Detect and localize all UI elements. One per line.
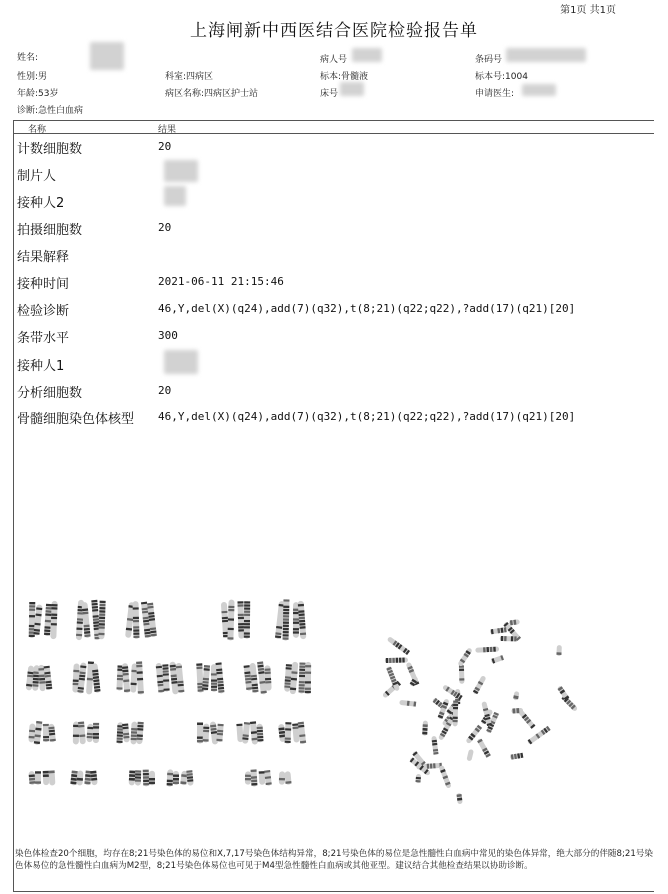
department: 科室:四病区 (165, 72, 214, 82)
chromosome (284, 771, 291, 785)
redacted-inoculator-2 (164, 186, 186, 206)
metaphase-spread-image (365, 595, 580, 810)
bed-number-label: 床号 (320, 89, 339, 99)
chromosome (500, 636, 517, 641)
redacted-doctor-name (522, 84, 556, 96)
chromosome (510, 753, 524, 760)
result-label: 检验诊断 (17, 304, 70, 319)
column-header-name: 名称 (28, 125, 47, 135)
chromosome (490, 627, 507, 634)
chromosome (86, 724, 93, 743)
result-value: 20 (158, 384, 172, 397)
chromosome (457, 647, 472, 667)
specimen-number: 标本号:1004 (475, 72, 528, 82)
chromosome (264, 770, 272, 786)
result-label: 制片人 (17, 169, 57, 184)
chromosome (135, 770, 141, 785)
result-label: 接种时间 (17, 277, 70, 292)
chromosome (415, 774, 421, 784)
chromosome (283, 599, 290, 640)
patient-sex: 性别:男 (17, 72, 48, 82)
chromosome (136, 661, 144, 694)
report-title: 上海闸新中西医结合医院检验报告单 (190, 21, 478, 41)
column-header-result: 结果 (158, 125, 177, 135)
chromosome (491, 655, 504, 664)
chromosome (439, 765, 452, 789)
chromosome (477, 738, 491, 758)
chromosome (73, 721, 79, 744)
specimen-type: 标本:骨髓液 (320, 72, 369, 82)
chromosome (387, 636, 410, 655)
redacted-bed-number (340, 82, 364, 96)
chromosome (78, 721, 86, 744)
chromosome (70, 770, 78, 785)
chromosome (285, 722, 292, 744)
chromosome (129, 770, 136, 785)
chromosome (513, 691, 520, 701)
chromosome (93, 723, 99, 743)
barcode-label: 条码号 (475, 55, 503, 65)
chromosome (250, 721, 258, 744)
chromosome (167, 769, 174, 786)
ward-name: 病区名称:四病区护士站 (165, 89, 259, 99)
result-value: 46,Y,del(X)(q24),add(7)(q32),t(8;21)(q22;q22),?add(17)(q21)[20] (158, 302, 576, 315)
chromosome (399, 700, 416, 707)
chromosome (456, 793, 462, 804)
redacted-inoculator-1 (164, 350, 198, 374)
chromosome (256, 724, 263, 743)
chromosome (35, 771, 41, 785)
result-label: 计数细胞数 (17, 142, 83, 157)
result-value: 300 (158, 329, 178, 342)
result-label: 接种人2 (17, 196, 65, 211)
chromosome (459, 664, 465, 683)
chromosome (298, 662, 305, 693)
chromosome (466, 749, 474, 762)
case-number-label: 病人号 (320, 55, 348, 65)
result-label: 结果解释 (17, 250, 70, 265)
chromosome (149, 771, 155, 786)
chromosome (122, 663, 131, 693)
table-header-divider (13, 133, 654, 134)
result-label: 条带水平 (17, 331, 70, 346)
chromosome (244, 601, 250, 638)
redacted-slide-maker (164, 160, 198, 182)
result-label: 拍摄细胞数 (17, 223, 83, 238)
chromosome (76, 770, 83, 785)
chromosome (90, 771, 97, 786)
chromosome (509, 619, 520, 625)
chromosome (186, 770, 193, 786)
chromosome (136, 722, 143, 745)
chromosome (132, 601, 139, 639)
result-value: 46,Y,del(X)(q24),add(7)(q32),t(8;21)(q22;q22),?add(17)(q21)[20] (158, 410, 576, 423)
chromosome (197, 723, 203, 744)
chromosome (475, 647, 499, 653)
chromosome (43, 771, 50, 785)
chromosome (48, 724, 56, 743)
chromosome (202, 665, 210, 691)
result-value: 2021-06-11 21:15:46 (158, 275, 284, 288)
interpretation-note: 染色体检查20个细胞，均存在8;21号染色体的易位和X,7,17号染色体结构异常，8;21号染色体的易位是急性髓性白血病中常见的染色体异常，绝大部分的伴随8;21号染色体易位的急性髓性白血病为M2型，8;21号染色体易位也可见于M4型急性髓性白血病或其他亚型。建议结合其他检查结果以协助诊断。 (15, 849, 653, 871)
chromosome (34, 721, 43, 745)
chromosome (527, 726, 551, 745)
chromosome (385, 657, 408, 663)
chromosome (511, 708, 523, 714)
chromosome (259, 771, 266, 785)
result-label: 接种人1 (17, 359, 65, 374)
chromosome (49, 770, 56, 785)
chromosome (173, 771, 179, 785)
chromosome (242, 722, 250, 744)
result-label: 骨髓细胞染色体核型 (17, 412, 135, 427)
chromosome (237, 601, 244, 639)
patient-age: 年龄:53岁 (17, 89, 59, 99)
chromosome (227, 599, 234, 640)
chromosome (43, 724, 49, 742)
chromosome (143, 770, 150, 787)
patient-name-label: 姓名: (17, 53, 39, 63)
page-number: 第1页 共1页 (560, 5, 616, 16)
redacted-barcode (506, 48, 586, 62)
chromosome (203, 723, 210, 742)
karyogram-image (20, 590, 330, 805)
chromosome (98, 601, 105, 640)
patient-diagnosis: 诊断:急性白血病 (17, 106, 84, 116)
chromosome (28, 771, 35, 785)
result-value: 20 (158, 140, 172, 153)
chromosome (472, 675, 486, 695)
chromosome (305, 662, 311, 694)
chromosome (251, 769, 258, 786)
chromosome (245, 771, 251, 784)
redacted-patient-name (90, 42, 124, 70)
chromosome (122, 723, 130, 742)
chromosome (431, 736, 438, 755)
result-value: 20 (158, 221, 172, 234)
chromosome (422, 720, 428, 735)
chromosome (216, 724, 223, 743)
redacted-case-number (352, 48, 382, 62)
chromosome (279, 771, 285, 785)
result-label: 分析细胞数 (17, 386, 83, 401)
requesting-doctor-label: 申请医生: (475, 89, 515, 99)
chromosome (452, 700, 458, 726)
chromosome (556, 645, 562, 656)
